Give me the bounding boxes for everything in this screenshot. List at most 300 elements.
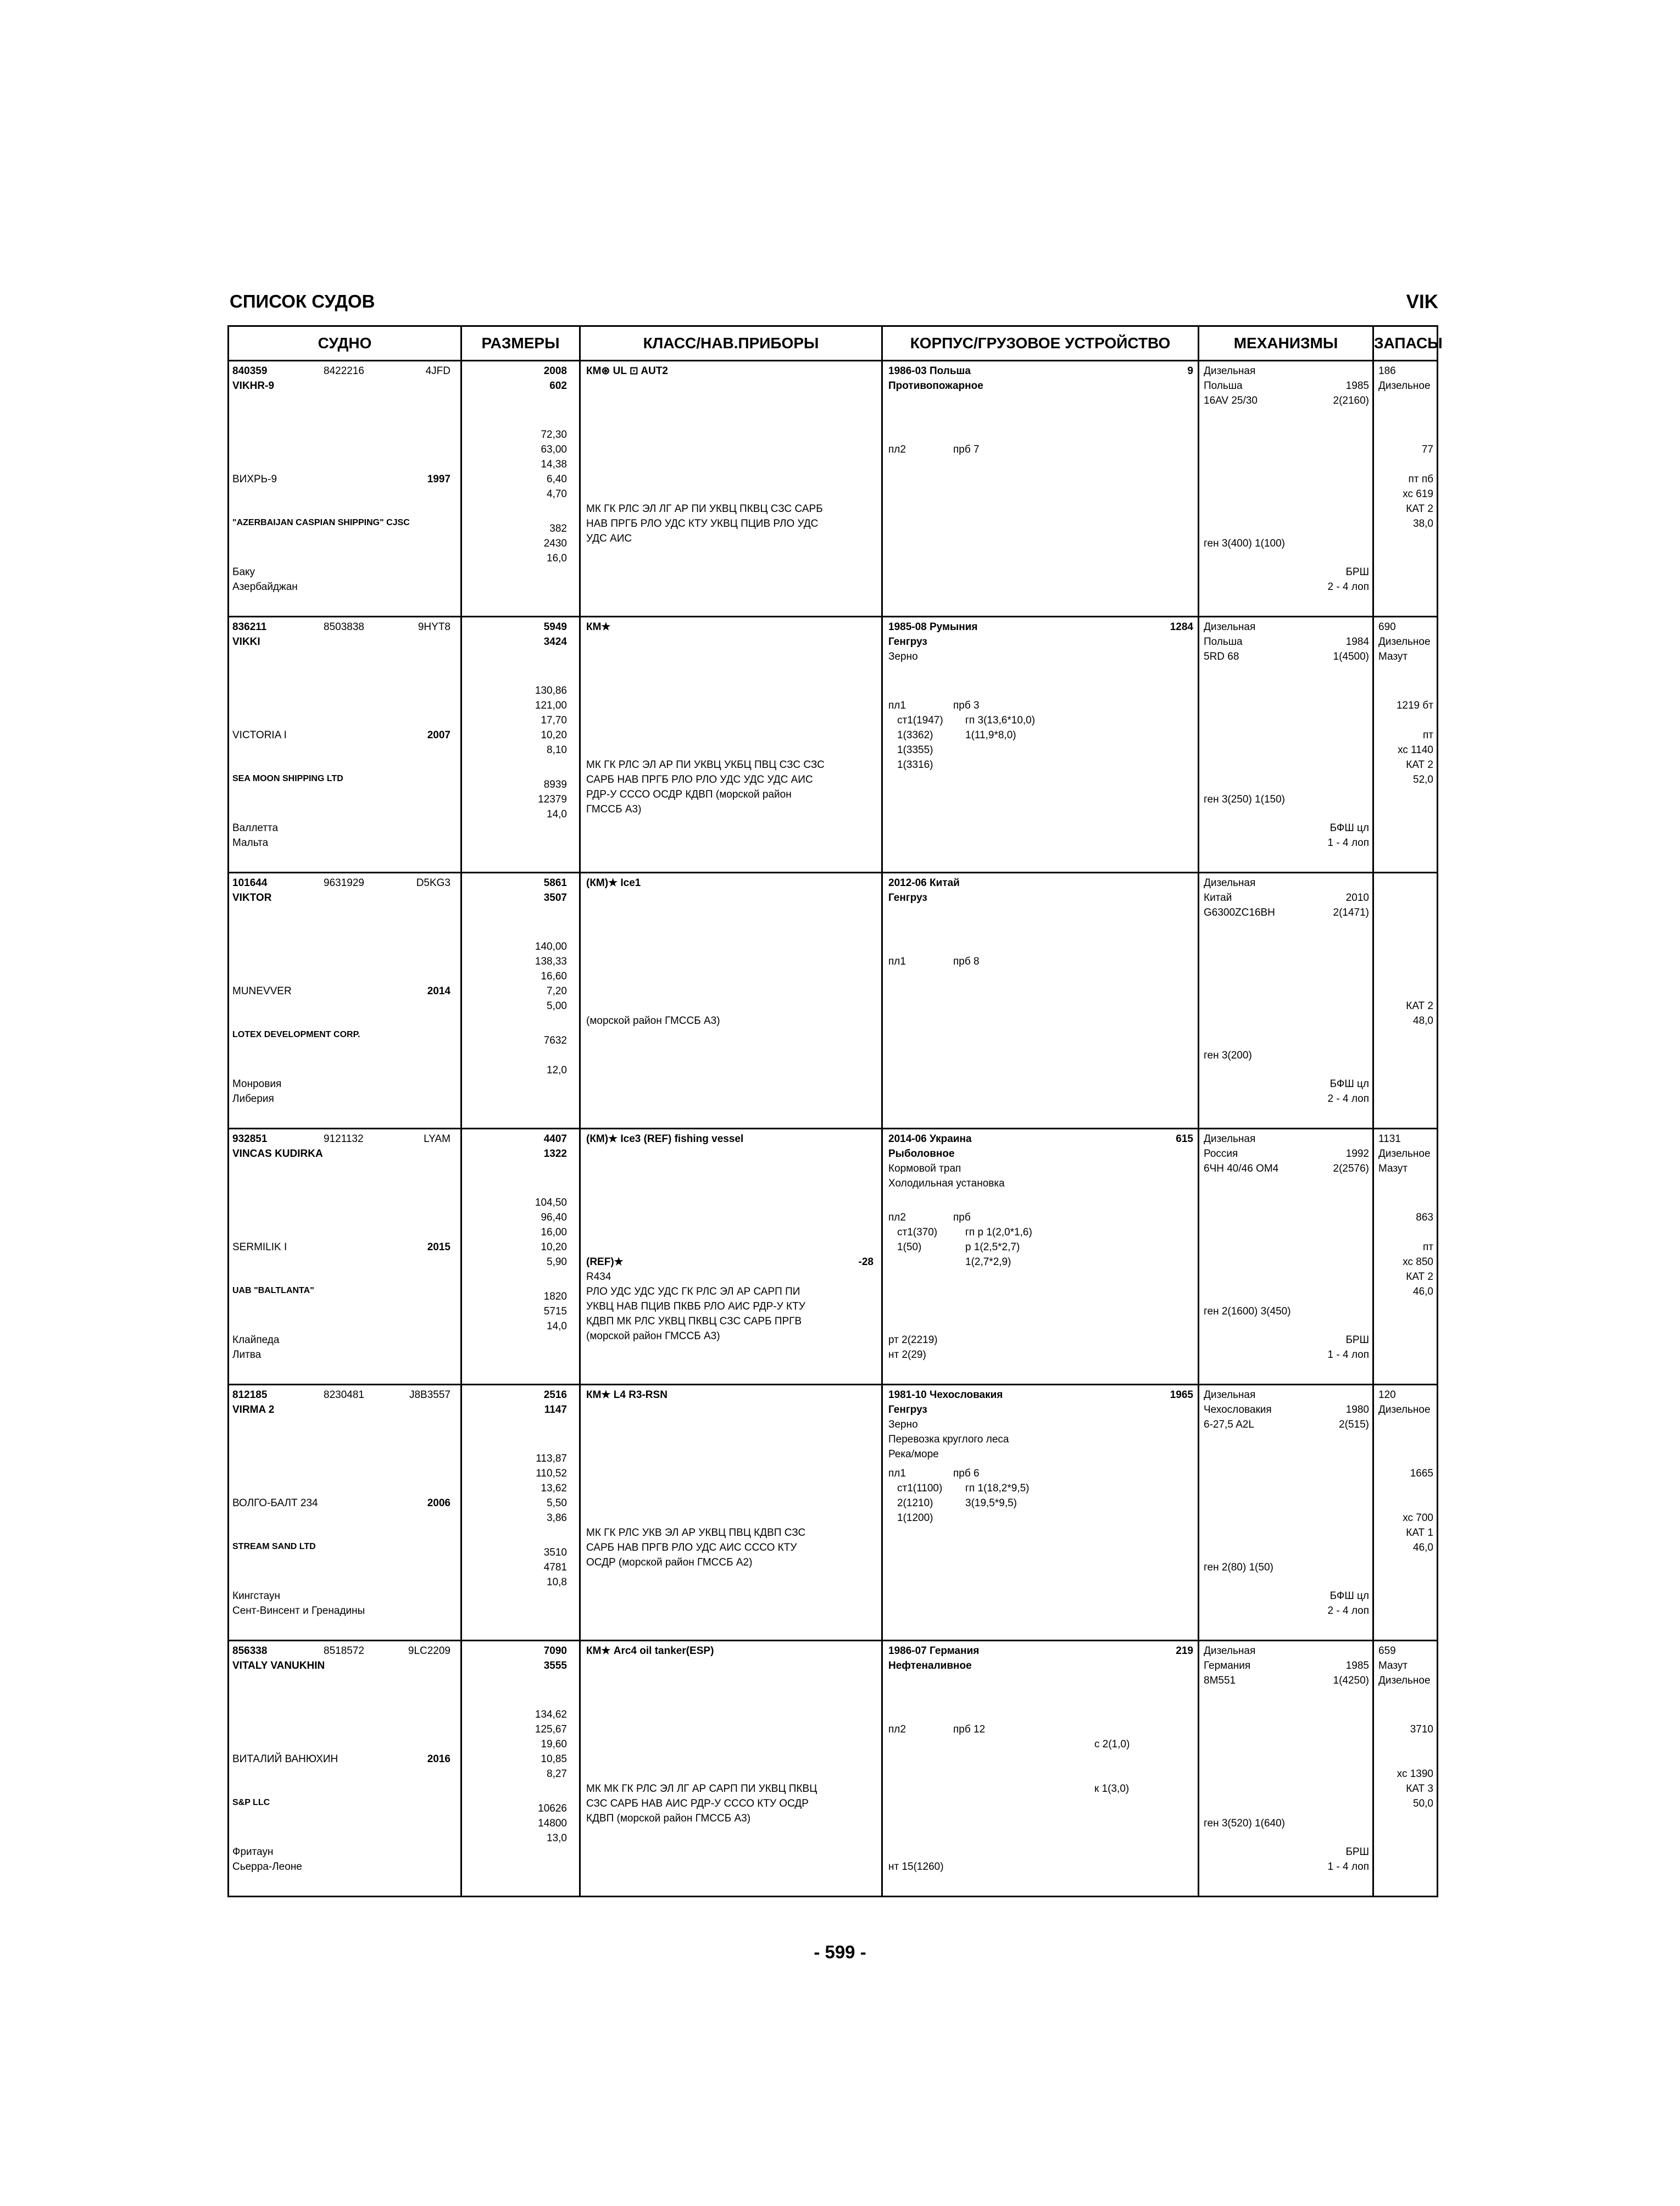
nav-equipment-line: СЗС САРБ НАВ АИС РДР-У СССО КТУ ОСДР [586,1798,809,1809]
hatch-info: 1(11,9*8,0) [965,729,1016,741]
ballast-store: 77 [1421,444,1433,455]
class-notation: (КМ)★ Ice3 (REF) fishing vessel [586,1133,744,1145]
capacity-value: 3510 [543,1547,567,1558]
gross-tonnage: 7090 [543,1645,567,1657]
nav-equipment-line: РЛО УДС УДС УДС ГК РЛС ЭЛ АР САРП ПИ [586,1286,800,1297]
engine-year: 1992 [1345,1148,1369,1160]
ship-block [229,1385,460,1640]
dimensions-cell [461,361,580,617]
vessel-row [229,1385,1438,1641]
propeller-blades: 1 - 4 лоп [1327,1349,1369,1361]
nav-equipment-line: МК ГК РЛС ЭЛ ЛГ АР ПИ УКВЦ ПКВЦ СЗС САРБ [586,503,823,515]
propeller-blades: 2 - 4 лоп [1327,581,1369,593]
capacity-value: 10626 [538,1803,567,1814]
hold-info: пл1 [888,700,906,711]
stores-value: КАТ 1 [1406,1527,1433,1539]
former-name: ВОЛГО-БАЛТ 234 [232,1497,318,1509]
dimensions-block [462,617,579,872]
registry-number: 812185 [232,1389,268,1401]
call-sign: 9HYT8 [418,621,450,633]
machinery-block [1199,361,1372,616]
class-notation: КМ★ Arc4 oil tanker(ESP) [586,1645,714,1657]
ship-cell [229,873,461,1129]
former-name: ВИТАЛИЙ ВАНЮХИН [232,1753,338,1765]
capacity-value: 8939 [543,779,567,790]
refrigeration-temperature: -28 [858,1256,874,1268]
ship-type: Генгруз [888,892,927,904]
propeller-type: БРШ [1345,1846,1369,1858]
hold-info: пл1 [888,956,906,967]
gross-tonnage: 5949 [543,621,567,633]
hatch-info: р 1(2,5*2,7) [965,1241,1020,1253]
capacity-value: 14800 [538,1818,567,1829]
dimension-value: 10,85 [541,1753,567,1765]
dimensions-cell [461,617,580,873]
propeller-blades: 1 - 4 лоп [1327,837,1369,849]
fuel-store: Дизельное [1378,1148,1431,1160]
class-block [581,1129,881,1384]
hold-info: пл2 [888,1724,906,1735]
build-date-country: 2012-06 Китай [888,877,960,889]
machinery-cell [1199,617,1373,873]
class-cell [580,1385,882,1641]
dimension-value: 96,40 [541,1212,567,1223]
ship-type: Рыболовное [888,1148,955,1160]
ship-type: Генгруз [888,1404,927,1416]
machinery-cell [1199,361,1373,617]
ship-block [229,873,460,1128]
engine-type: Дизельная [1204,1645,1256,1657]
stores-value: КАТ 2 [1406,1271,1433,1283]
build-date-country: 1985-08 Румыния [888,621,978,633]
ship-name: VINCAS KUDIRKA [232,1148,323,1160]
ballast-store: пт пб [1408,473,1433,485]
capacity-value: 4781 [543,1562,567,1573]
dimension-value: 16,00 [541,1227,567,1238]
ballast-store: 1219 бт [1396,700,1433,711]
ship-name: VIRMA 2 [232,1404,275,1416]
dimension-value: 8,10 [547,744,567,756]
engine-model: 6ЧН 40/46 ОМ4 [1204,1163,1279,1174]
column-header-stores: ЗАПАСЫ [1373,326,1438,361]
dimension-value: 19,60 [541,1739,567,1750]
engine-power: 2(2576) [1333,1163,1369,1174]
ship-cell [229,361,461,617]
dimension-value: 13,62 [541,1483,567,1494]
engine-type: Дизельная [1204,877,1256,889]
call-sign: LYAM [424,1133,450,1145]
net-tonnage: 3507 [543,892,567,904]
dimensions-cell [461,873,580,1129]
stores-value: 52,0 [1413,774,1433,786]
vessel-row [229,1129,1438,1385]
capacity-value: 12379 [538,794,567,805]
ship-block [229,617,460,872]
propeller-type: БФШ цл [1329,1078,1369,1090]
ballast-store: 3710 [1410,1724,1433,1735]
nav-equipment-line: ГМССБ А3) [586,804,642,815]
dimension-value: 10,20 [541,1241,567,1253]
ship-cell [229,1129,461,1385]
column-header-ship: СУДНО [229,326,461,361]
ship-type: Перевозка круглого леса [888,1434,1009,1445]
dimensions-block [462,361,579,616]
net-tonnage: 1322 [543,1148,567,1160]
renamed-year: 2014 [427,985,450,997]
owner-name: SEA MOON SHIPPING LTD [232,774,343,783]
nav-equipment-line: САРБ НАВ ПРГБ РЛО РЛО УДС УДС УДС АИС [586,774,813,786]
vessel-register-table [227,325,1443,1897]
dimension-value: 5,00 [547,1000,567,1012]
owner-name: UAB "BALTLANTA" [232,1286,314,1295]
hull-block [883,1129,1198,1384]
ship-type: Холодильная установка [888,1178,1005,1189]
propeller-blades: 2 - 4 лоп [1327,1605,1369,1617]
page-number: - 599 - [814,1942,866,1962]
engine-year: 1984 [1345,636,1369,648]
fuel-store: Мазут [1378,651,1408,662]
ship-cell [229,617,461,873]
class-block [581,1641,881,1896]
net-tonnage: 3424 [543,636,567,648]
home-port: Фритаун [232,1846,274,1858]
build-date-country: 1986-03 Польша [888,365,971,377]
dimension-value: 134,62 [535,1709,567,1720]
engine-type: Дизельная [1204,1389,1256,1401]
engine-model: 6-27,5 A2L [1204,1419,1254,1430]
stores-block [1374,361,1437,616]
engine-model: 5RD 68 [1204,651,1239,662]
ship-block [229,1129,460,1384]
flag-country: Мальта [232,837,269,849]
generators: ген 2(1600) 3(450) [1204,1306,1291,1317]
ship-name: VIKTOR [232,892,272,904]
ship-block [229,361,460,616]
stores-cell [1373,1641,1438,1897]
call-sign: J8B3557 [409,1389,450,1401]
hatch-info: прб [953,1212,971,1223]
flag-country: Сьерра-Леоне [232,1861,302,1873]
fuel-store: 690 [1378,621,1396,633]
nav-equipment-line: САРБ НАВ ПРГВ РЛО УДС АИС СССО КТУ [586,1542,797,1553]
registry-number: 856338 [232,1645,268,1657]
build-date-country: 1986-07 Германия [888,1645,980,1657]
generators: ген 2(80) 1(50) [1204,1562,1273,1573]
vessel-row [229,617,1438,873]
stores-value: КАТ 2 [1406,759,1433,771]
stores-value: хс 850 [1403,1256,1433,1268]
build-date-country: 2014-06 Украина [888,1133,972,1145]
dimensions-block [462,1385,579,1640]
ship-name: VITALY VANUKHIN [232,1660,325,1672]
gross-tonnage: 4407 [543,1133,567,1145]
engine-type: Дизельная [1204,621,1256,633]
table-header-row [229,326,1438,361]
engine-power: 2(2160) [1333,395,1369,406]
ship-type: Нефтеналивное [888,1660,972,1672]
dimension-value: 113,87 [536,1453,567,1464]
hull-cell [882,873,1199,1129]
stores-value: КАТ 3 [1406,1783,1433,1795]
flag-country: Либерия [232,1093,274,1105]
hatch-info: прб 7 [953,444,980,455]
hatch-info: прб 3 [953,700,980,711]
tank-info: рт 2(2219) [888,1334,938,1346]
dimension-value: 110,52 [536,1468,567,1479]
capacity-value: 14,0 [547,1321,567,1332]
dimensions-block [462,1641,579,1896]
dimension-value: 16,60 [541,971,567,982]
stores-cell [1373,361,1438,617]
machinery-cell [1199,1129,1373,1385]
column-header-hull: КОРПУС/ГРУЗОВОЕ УСТРОЙСТВО [882,326,1199,361]
stores-block [1374,1129,1437,1384]
capacity-value: 14,0 [547,809,567,820]
ship-type: Зерно [888,651,918,662]
dimension-value: 10,20 [541,729,567,741]
ship-type: Кормовой трап [888,1163,961,1174]
nav-equipment-line: (морской район ГМССБ А3) [586,1330,720,1342]
yard-number: 1965 [1170,1389,1193,1401]
vessel-row [229,361,1438,617]
machinery-block [1199,1129,1372,1384]
nav-equipment-line: РДР-У СССО ОСДР КДВП (морской район [586,789,792,800]
stores-block [1374,1641,1437,1896]
imo-number: 8422216 [324,365,364,377]
capacity-value: 7632 [543,1035,567,1046]
dimensions-cell [461,1385,580,1641]
dimension-value: 125,67 [535,1724,567,1735]
hold-info: 1(50) [897,1241,922,1253]
engine-type: Дизельная [1204,1133,1256,1145]
crane-info: к 1(3,0) [1094,1783,1130,1795]
class-block [581,1385,881,1640]
ship-type: Противопожарное [888,380,983,392]
imo-number: 8518572 [324,1645,364,1657]
vessel-row [229,1641,1438,1897]
ballast-store: 863 [1416,1212,1433,1223]
engine-model: 16AV 25/30 [1204,395,1258,406]
hold-info: 1(3316) [897,759,933,771]
class-notation: (КМ)★ Ice1 [586,877,641,889]
vessel-row [229,873,1438,1129]
class-cell [580,617,882,873]
page-title: СПИСОК СУДОВ [230,291,375,311]
dimension-value: 140,00 [535,941,567,952]
home-port: Монровия [232,1078,282,1090]
hold-info: ст1(1100) [897,1483,943,1494]
gross-tonnage: 2516 [543,1389,567,1401]
dimension-value: 130,86 [535,685,567,697]
machinery-cell [1199,1385,1373,1641]
stores-value: хс 1140 [1398,744,1433,756]
owner-name: S&P LLC [232,1798,270,1807]
dimension-value: 5,90 [547,1256,567,1268]
section-code: VIK [1406,291,1438,313]
renamed-year: 2006 [427,1497,450,1509]
dimensions-cell [461,1641,580,1897]
ship-cell [229,1641,461,1897]
dimension-value: 8,27 [547,1768,567,1780]
ship-type: Река/море [888,1449,939,1460]
hold-info: пл2 [888,444,906,455]
hull-cell [882,1129,1199,1385]
hold-info: ст1(1947) [897,715,943,726]
column-header-class: КЛАСС/НАВ.ПРИБОРЫ [580,326,882,361]
net-tonnage: 602 [549,380,567,392]
engine-country: Германия [1204,1660,1251,1672]
hold-info: 1(3355) [897,744,933,756]
call-sign: D5KG3 [416,877,450,889]
former-name: SERMILIK I [232,1241,287,1253]
class-notation: КМ★ [586,621,611,633]
class-cell [580,1129,882,1385]
machinery-cell [1199,1641,1373,1897]
class-block [581,873,881,1128]
nav-equipment-line: МК ГК РЛС УКВ ЭЛ АР УКВЦ ПВЦ КДВП СЗС [586,1527,806,1539]
registry-number: 932851 [232,1133,268,1145]
nav-equipment-line: КДВП МК РЛС УКВЦ ПКВЦ СЗС САРБ ПРГВ [586,1316,802,1327]
propeller-type: БРШ [1345,566,1369,578]
hold-info: ст1(370) [897,1227,938,1238]
hold-info: 1(3362) [897,729,933,741]
engine-power: 1(4500) [1333,651,1369,662]
call-sign: 4JFD [425,365,450,377]
dimension-value: 138,33 [535,956,567,967]
dimension-value: 14,38 [541,459,567,470]
flag-country: Литва [232,1349,262,1361]
stores-value: 50,0 [1413,1798,1433,1809]
stores-cell [1373,617,1438,873]
hatch-info: прб 12 [953,1724,986,1735]
renamed-year: 2007 [427,729,450,741]
fuel-store: Мазут [1378,1660,1408,1672]
renamed-year: 2015 [427,1241,450,1253]
fuel-store: 1131 [1378,1133,1401,1145]
generators: ген 3(520) 1(640) [1204,1818,1285,1829]
propeller-type: БФШ цл [1329,822,1369,834]
yard-number: 219 [1176,1645,1193,1657]
capacity-value: 12,0 [547,1065,567,1076]
nav-equipment-line: УДС АИС [586,533,632,544]
fuel-store: Мазут [1378,1163,1408,1174]
owner-name: LOTEX DEVELOPMENT CORP. [232,1030,360,1039]
imo-number: 8230481 [324,1389,364,1401]
machinery-cell [1199,873,1373,1129]
dimension-value: 121,00 [535,700,567,711]
propeller-blades: 2 - 4 лоп [1327,1093,1369,1105]
class-notation: КМ⊛ UL ⊡ AUT2 [586,365,668,377]
stores-cell [1373,1129,1438,1385]
imo-number: 9631929 [324,877,364,889]
call-sign: 9LC2209 [408,1645,450,1657]
stores-block [1374,1385,1437,1640]
stores-block [1374,617,1437,872]
stores-value: 46,0 [1413,1286,1433,1297]
gross-tonnage: 5861 [543,877,567,889]
dimensions-cell [461,1129,580,1385]
hull-block [883,1385,1198,1640]
hull-block [883,873,1198,1128]
nav-equipment-line: НАВ ПРГБ РЛО УДС КТУ УКВЦ ПЦИВ РЛО УДС [586,518,819,530]
ship-name: VIKHR-9 [232,380,275,392]
nav-equipment-line: ОСДР (морской район ГМССБ А2) [586,1557,753,1568]
stores-value: 38,0 [1413,518,1433,530]
imo-number: 9121132 [324,1133,364,1145]
gross-tonnage: 2008 [543,365,567,377]
class-block [581,617,881,872]
dimensions-block [462,1129,579,1384]
hold-info: пл1 [888,1468,906,1479]
hull-cell [882,1385,1199,1641]
stores-block [1374,873,1437,1128]
class-cell [580,1641,882,1897]
engine-country: Россия [1204,1148,1238,1160]
engine-country: Чехословакия [1204,1404,1272,1416]
capacity-value: 10,8 [547,1576,567,1588]
owner-name: STREAM SAND LTD [232,1542,316,1551]
hull-cell [882,1641,1199,1897]
ballast-store: пт [1423,729,1433,741]
fuel-store: 120 [1378,1389,1396,1401]
flag-country: Сент-Винсент и Гренадины [232,1605,365,1617]
nav-equipment-line: КДВП (морской район ГМССБ А3) [586,1813,751,1824]
machinery-block [1199,873,1372,1128]
dimension-value: 5,50 [547,1497,567,1509]
nav-equipment-line: МК МК ГК РЛС ЭЛ ЛГ АР САРП ПИ УКВЦ ПКВЦ [586,1783,817,1795]
engine-power: 2(515) [1339,1419,1369,1430]
engine-country: Китай [1204,892,1232,904]
fuel-store: Дизельное [1378,636,1431,648]
dimension-value: 4,70 [547,488,567,500]
engine-year: 1980 [1345,1404,1369,1416]
stores-value: хс 700 [1403,1512,1433,1524]
ship-name: VIKKI [232,636,260,648]
generators: ген 3(250) 1(150) [1204,794,1285,805]
engine-year: 1985 [1345,380,1369,392]
engine-year: 2010 [1345,892,1369,904]
engine-power: 2(1471) [1333,907,1369,918]
former-name: MUNEVVER [232,985,292,997]
fuel-store: Дизельное [1378,1404,1431,1416]
fuel-store: Дизельное [1378,1675,1431,1686]
propeller-type: БФШ цл [1329,1590,1369,1602]
hold-info: 1(1200) [897,1512,933,1524]
registry-number: 836211 [232,621,267,633]
stores-cell [1373,1385,1438,1641]
column-header-dimensions: РАЗМЕРЫ [461,326,580,361]
class-block [581,361,881,616]
stores-value: хс 1390 [1397,1768,1433,1780]
ballast-store: 1665 [1410,1468,1433,1479]
engine-power: 1(4250) [1333,1675,1369,1686]
engine-type: Дизельная [1204,365,1256,377]
ballast-store: пт [1423,1241,1433,1253]
capacity-value: 382 [549,523,567,534]
home-port: Клайпеда [232,1334,280,1346]
hull-block [883,1641,1198,1896]
hull-cell [882,617,1199,873]
hull-cell [882,361,1199,617]
former-name: ВИХРЬ-9 [232,473,277,485]
dimensions-block [462,873,579,1128]
hatch-info: 3(19,5*9,5) [965,1497,1017,1509]
stores-value: КАТ 2 [1406,1000,1433,1012]
crane-info: с 2(1,0) [1094,1739,1130,1750]
hold-info: 2(1210) [897,1497,933,1509]
ship-type: Зерно [888,1419,918,1430]
dimension-value: 63,00 [541,444,567,455]
